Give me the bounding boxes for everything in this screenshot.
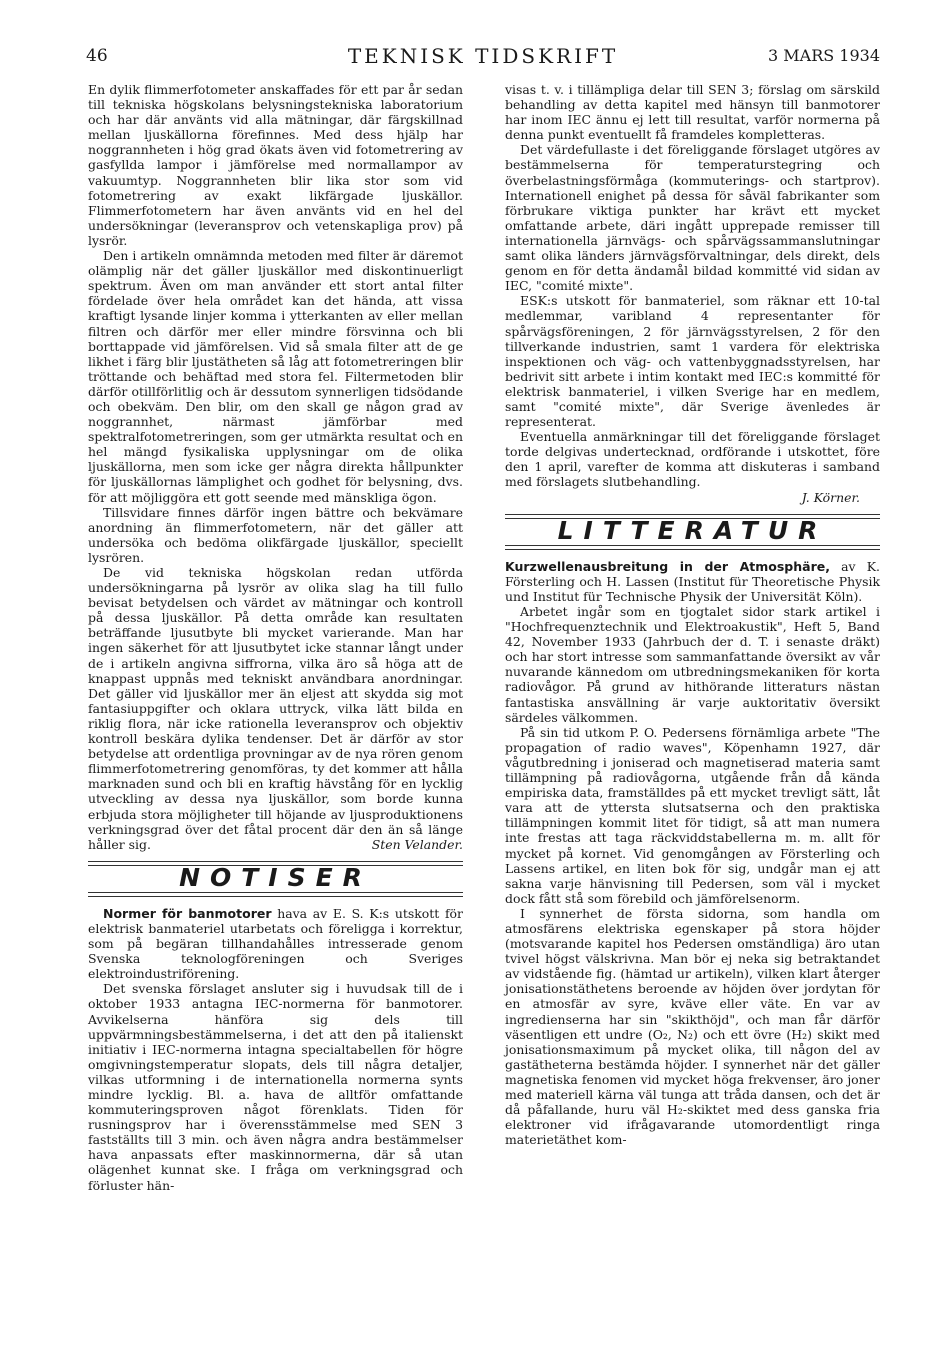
section-heading-notiser: NOTISER — [88, 861, 463, 897]
page-number: 46 — [86, 46, 108, 66]
left-column — [88, 82, 463, 1193]
paragraph: Eventuella anmärkningar till det föreliggande förslaget torde delgivas undertecknad, ordförande i utskottet, före den 1 april, varefter de komma att diskuteras i samband med förslagets slutbehandling. — [505, 429, 880, 490]
paragraph: Arbetet ingår som en tjogtalet sidor stark artikel i "Hochfrequenztechnik und Elektroakustik", Heft 5, Band 42, November 1933 (Jahrbuch der d. T. i senaste dräkt) och har stort intresse som sammanfattande översikt av vår nuvarande kännedom om utbredningsmekaniken för korta radiovågor. På grund av hithörande litteraturs nästan fantastiska ansvällning är varje auktoritativ översikt särdeles välkommen. — [505, 604, 880, 725]
author-signature: J. Körner. — [801, 489, 860, 505]
paragraph: De vid tekniska högskolan redan utförda undersökningarna på lysrör av olika slag ha till fullo bevisat betydelsen och värdet av mätningar och kontroll på dessa ljuskällor. På detta område kan resultaten beträffande ljusutbyte bli mycket varierande. Man har ingen säkerhet för att ljusutbytet icke stannar långt under de i artikeln angivna siffrorna, vilka äro så höga att de knappast uppnås med tekniskt användbara anordningar. Det gäller vid ljuskällor mer än eljest att skydda sig mot fantasiuppgifter och oklara uttryck, vilka lätt bilda en riklig flora, när icke rationella leveransprov och objektiv kontroll beskära dylika tendenser. Det är därför av stor betydelse att ordentliga provningar av de nya rören genom flimmerfotometrering genomföras, ty det kommer att hålla marknaden sund och bli en kraftig hävstång för en lycklig utveckling av dessa nya ljuskällor, som borde kunna erbjuda stora möjligheter till höjande av ljusproduktionens verkningsgrad över det fåtal procent där den än så länge håller sig. — [88, 565, 463, 852]
page-header — [86, 42, 880, 72]
paragraph: visas t. v. i tillämpliga delar till SEN 3; förslag om särskild behandling av detta kapitel med hänsyn till banmotorer har inom IEC ännu ej lett till resultat, varför normerna på denna punkt eventuellt få framdeles kompletteras. — [505, 82, 880, 143]
review-lead-paragraph — [505, 559, 880, 604]
paragraph: ESK:s utskott för banmateriel, som räknar ett 10-tal medlemmar, varibland 4 representanter för spårvägsföreningen, 2 för järnvägsstyrelsen, 2 för den tillverkande industrien, samt 1 vardera för elektriska inspektionen och väg- och vattenbyggnadsstyrelsen, har bedrivit sitt arbete i intim kontakt med IEC:s kommitté för elektrisk banmateriel, i vilken Sverige har en medlem, samt "comité mixte", där Sverige ävenledes är representerat. — [505, 293, 880, 430]
notice-lead-text: hava av E. S. K:s utskott för elektrisk banmateriel utarbetats och föreligga i korrektur, som på begäran tillhandahålles intresserade genom Svenska teknologföreningen och Sveriges elektroindustriförening. — [88, 905, 463, 982]
paragraph: Det svenska förslaget ansluter sig i huvudsak till de i oktober 1933 antagna IEC-normerna för banmotorer. Avvikelserna hänföra sig dels till uppvärmningsbestämmelserna, i det att den på italienskt initiativ i IEC-normerna intagna specialtabellen för högre omgivningstemperatur slopats, dels till några detaljer, vilkas utformning i de internationella normerna synts mindre lycklig. Bl. a. hava de alltför omfattande kommuteringsproven något förenklats. Tiden för rusningsprov har i överensstämmelse med SEN 3 fastställts till 3 min. och även några andra bestämmelser hava anpassats efter maskinnormerna, där så utan olägenhet kunnat ske. I fråga om verkningsgrad och förluster hän- — [88, 981, 463, 1193]
author-signature: Sten Velander. — [371, 836, 463, 852]
paragraph: Det värdefullaste i det föreliggande förslaget utgöres av bestämmelserna för temperaturstegring och överbelastningsförmåga (kommuterings- och startprov). Internationell enighet på dessa för såväl fabrikanter som förbrukare viktiga punkter har krävt ett mycket omfattande arbete, däri ingått upprepade remisser till internationella järnvägs- och spårvägssammanslutningar samt olika länders järnvägsförvaltningar, dels direkt, dels genom en för detta ändamål bildad kommitté vid sidan av IEC, "comité mixte". — [505, 142, 880, 294]
notice-title: Normer för banmotorer — [103, 905, 272, 921]
paragraph: I synnerhet de första sidorna, som handla om atmosfärens elektriska egenskaper på stora höjder (motsvarande kapitel hos Pedersen omständliga) äro utan tvivel högst välskrivna. Man bör ej neka sig betraktandet av vidstående fig. (hämtad ur artikeln), vilken klart återger jonisationstäthetens beroende av höjden över jordytan för en atmosfär av syre, kväve eller väte. En var av ingredienserna har sin "skikthöjd", och man får därför väsentligen ett undre (O₂, N₂) och ett övre (H₂) skikt med jonisationsmaximum på mycket olika, till någon del av gastätheterna bestämda höjder. I synnerhet när det gäller magnetiska fenomen vid mycket höga frekvenser, äro joner med materiell kärna väl tunga att tråda dansen, och det är då påfallande, huru väl H₂-skiktet med dess ganska fria elektroner vid ifrågavarande utomordentligt ringa materietäthet kom- — [505, 905, 880, 1148]
paragraph: En dylik flimmerfotometer anskaffades för ett par år sedan till tekniska högskolans belysningstekniska laboratorium och har där använts vid alla mätningar, där färgskillnad mellan ljuskällorna förefinnes. Med dess hjälp har noggrannheten i hög grad ökats även vid fotometrering av gasfyllda lampor i jämförelse med normallampor av vakuumtyp. Noggrannheten blir lika stor som vid fotometrering av exakt likfärgade ljuskällor. Flimmerfotometern har även använts vid en hel del undersökningar (leveransprov och vetenskapliga prov) på lysrör. — [88, 82, 463, 248]
issue-date: 3 MARS 1934 — [767, 46, 880, 65]
review-title: Kurzwellenausbreitung in der Atmosphäre, — [505, 558, 830, 574]
paragraph: Tillsvidare finnes därför ingen bättre och bekvämare anordning än flimmerfotometern, när det gäller att undersöka och bedöma olikfärgade ljuskällor, speciellt lysrören. — [88, 504, 463, 565]
notice-lead-paragraph — [88, 906, 463, 981]
section-heading-litteratur: LITTERATUR — [505, 514, 880, 550]
right-column — [505, 82, 880, 1147]
paragraph: Den i artikeln omnämnda metoden med filter är däremot olämplig när det gäller ljuskällor med diskontinuerligt spektrum. Även om man använder ett stort antal filter fördelade över hela området kan det hända, att vissa kraftigt lysande linjer komma i ytterkanten av eller mellan filtren och därför mer eller mindre försvinna och bli borttappade vid jämförelsen. Vid så smala filter att de ge likhet i färg blir ljustätheten så låg att fotometreringen blir tröttande och behäftad med stora fel. Filtermetoden blir därför otillförlitlig och är dessutom synnerligen tidsödande och obekväm. Den blir, om den skall ge någon grad av noggrannhet, närmast jämförbar med spektralfotometreringen, som ger utmärkta resultat och en hel mängd fysikaliska upplysningar om de olika ljuskällorna, men som icke ger några direkta hållpunkter för ljuskällornas lämplighet och godhet för belysning, dvs. för att möjliggöra ett gott seende med mänskliga ögon. — [88, 248, 463, 505]
review-lead-text: av K. Försterling och H. Lassen (Institut für Theoretische Physik und Institut für Technische Physik der Universität Köln). — [505, 558, 880, 604]
paragraph-with-signature — [88, 565, 463, 852]
journal-title: TEKNISK TIDSKRIFT — [347, 44, 619, 68]
paragraph: På sin tid utkom P. O. Pedersens förnämliga arbete "The propagation of radio waves", Köpenhamn 1927, där vågutbredning i joniserad och magnetiserad materia samt tillämpning på radiovågorna, utgående från då kända empiriska data, framställdes på ett mycket trevligt sätt, låt vara att de yttersta slutsatserna och den praktiska tillämpningen kommit litet för tidigt, så att man numera inte frestas att taga räckviddstabellerna m. m. allt för mycket på kornet. Vid genomgången av Försterling och Lassens artikel, en liten bok för sig, undgår man ej att sakna varje hänvisning till Pedersen, som väl i mycket dock fått stå som förebild och jämförelsenorm. — [505, 724, 880, 906]
